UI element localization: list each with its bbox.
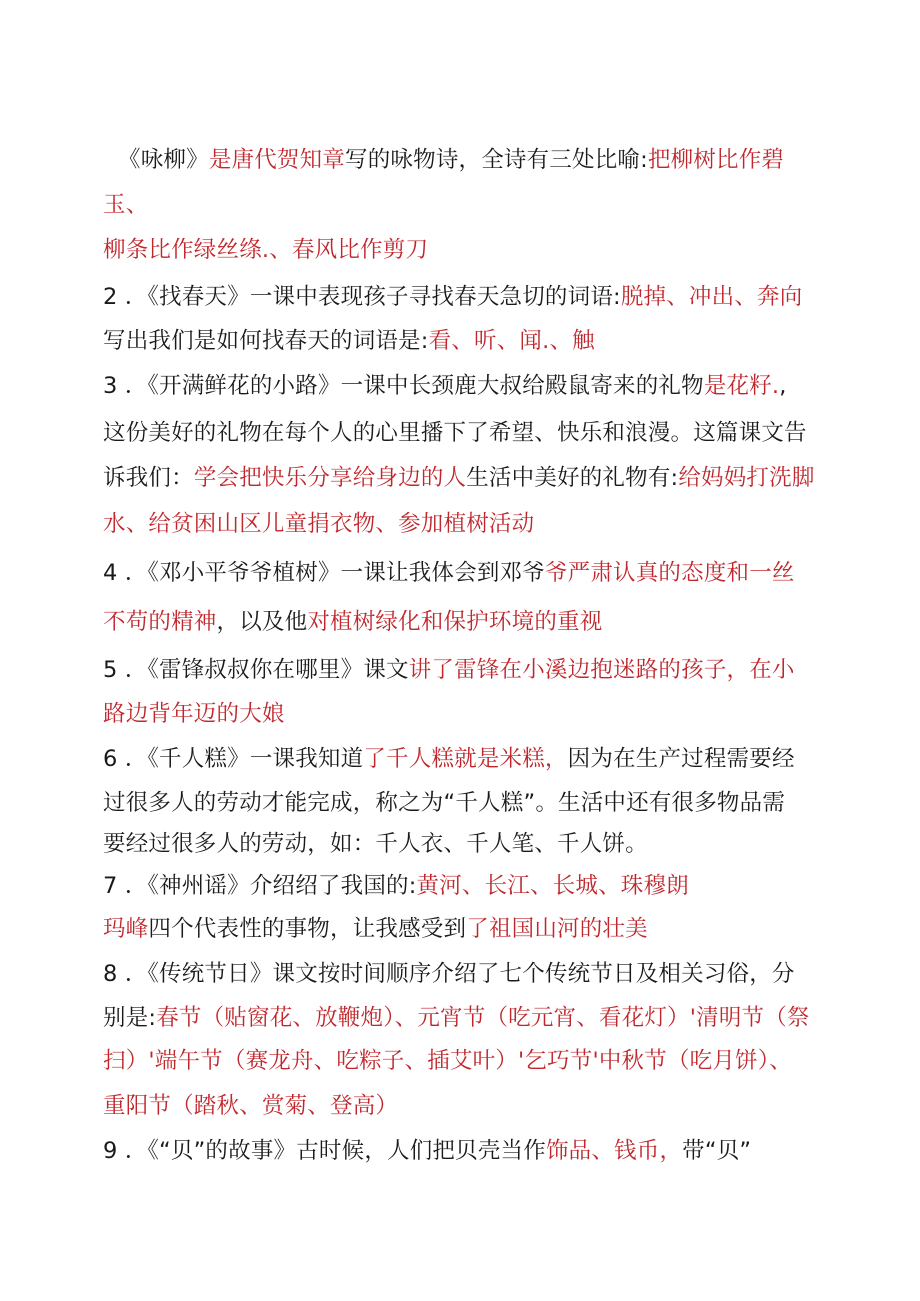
body-text: 生活中美好的礼物有: [466, 465, 679, 491]
text-line [103, 607, 602, 637]
body-text: 这份美好的礼物在每个人的心里播下了希望、快乐和浪漫。这篇课文告 [103, 420, 807, 446]
text-line [103, 871, 689, 901]
body-text: 要经过很多人的劳动，如：千人衣、千人笔、千人饼。 [103, 831, 648, 857]
highlighted-answer: 路边背年迈的大娘 [103, 701, 285, 727]
highlighted-answer: 看、听、闻.、触 [428, 328, 595, 354]
text-line [103, 190, 148, 220]
body-text: , [779, 373, 787, 399]
text-line [103, 463, 815, 493]
text-line [103, 1003, 810, 1033]
body-text: ，以及他 [216, 609, 308, 635]
body-text: 因为在生产过程需要经 [567, 746, 795, 772]
body-text: 7 ．《神州谣》介绍绍了我国的: [103, 873, 417, 899]
body-text: 别是: [103, 1005, 157, 1031]
text-line [103, 418, 807, 448]
highlighted-answer: 学会把快乐分享给身边的人 [193, 465, 467, 491]
body-text: 9 ．《“贝”的故事》古时候，人们把贝壳当作 [103, 1138, 546, 1164]
highlighted-answer: 水、给贫困山区儿童捐衣物、参加植树活动 [103, 511, 535, 537]
highlighted-answer: 饰品、钱币， [545, 1138, 683, 1164]
highlighted-answer: 脱掉、冲出、奔向 [620, 284, 803, 310]
text-line [103, 1091, 398, 1121]
highlighted-answer: 不苟的精神 [103, 609, 217, 635]
highlighted-answer: 重阳节（踏秋、赏菊、登高） [103, 1093, 399, 1119]
text-line [103, 371, 787, 401]
text-line [103, 788, 785, 818]
text-line [103, 235, 428, 265]
text-line [103, 914, 648, 944]
body-text: 8 ．《传统节日》课文按时间顺序介绍了七个传统节日及相关习俗，分 [103, 961, 795, 987]
highlighted-answer: 扫）'端午节（赛龙舟、吃粽子、插艾叶）'乞巧节'中秋节（吃月饼）、 [103, 1048, 792, 1074]
body-text: 写的咏物诗，全诗有三处比喻: [345, 147, 648, 173]
body-text: 带“贝” [682, 1138, 752, 1164]
body-text: 过很多人的劳动才能完成，称之为“千人糕”。生活中还有很多物品需 [103, 790, 786, 816]
body-text: 四个代表性的事物，让我感受到 [148, 916, 467, 942]
body-text: 3 ．《开满鲜花的小路》一课中长颈鹿大叔给殿鼠寄来的礼物 [103, 373, 704, 399]
text-line [103, 1046, 792, 1076]
highlighted-answer: 讲了雷锋在小溪边抱迷路的孩子，在小 [408, 657, 795, 683]
body-text: 6 ．《千人糕》一课我知道 [103, 746, 364, 772]
highlighted-answer: 春节（贴窗花、放鞭炮）、元宵节（吃元宵、看花灯）'清明节（祭 [156, 1005, 810, 1031]
highlighted-answer: 是花籽. [703, 373, 780, 399]
highlighted-answer: 了祖国山河的壮美 [466, 916, 648, 942]
highlighted-answer: 玛峰 [103, 916, 149, 942]
body-text: 2 ．《找春天》一课中表现孩子寻找春天急切的词语: [103, 284, 621, 310]
text-line [103, 744, 795, 774]
text-line [103, 1136, 751, 1166]
highlighted-answer: 给妈妈打洗脚 [678, 465, 815, 491]
highlighted-answer: 是唐代贺知章 [208, 147, 346, 173]
text-line [103, 959, 795, 989]
highlighted-answer: 玉、 [103, 192, 149, 218]
body-text: 5 ．《雷锋叔叔你在哪里》课文 [103, 657, 409, 683]
highlighted-answer: 爷严肃认真的态度和一丝 [544, 560, 795, 586]
body-text: 《咏柳》 [118, 147, 209, 173]
text-line [103, 558, 795, 588]
text-line [103, 509, 534, 539]
text-line [103, 326, 595, 356]
highlighted-answer: 对植树绿化和保护环境的重视 [307, 609, 603, 635]
body-text: 诉我们： [103, 465, 194, 491]
text-line [103, 655, 795, 685]
text-line [103, 282, 802, 312]
text-line [103, 699, 285, 729]
highlighted-answer: 了千人糕就是米糕， [363, 746, 568, 772]
body-text: 写出我们是如何找春天的词语是: [103, 328, 429, 354]
text-line [118, 145, 784, 175]
highlighted-answer: 黄河、长江、长城、珠穆朗 [416, 873, 689, 899]
highlighted-answer: 把柳树比作碧 [647, 147, 785, 173]
text-line [103, 829, 648, 859]
highlighted-answer: 柳条比作绿丝绦.、春风比作剪刀 [103, 237, 429, 263]
body-text: 4 ．《邓小平爷爷植树》一课让我体会到邓爷 [103, 560, 545, 586]
